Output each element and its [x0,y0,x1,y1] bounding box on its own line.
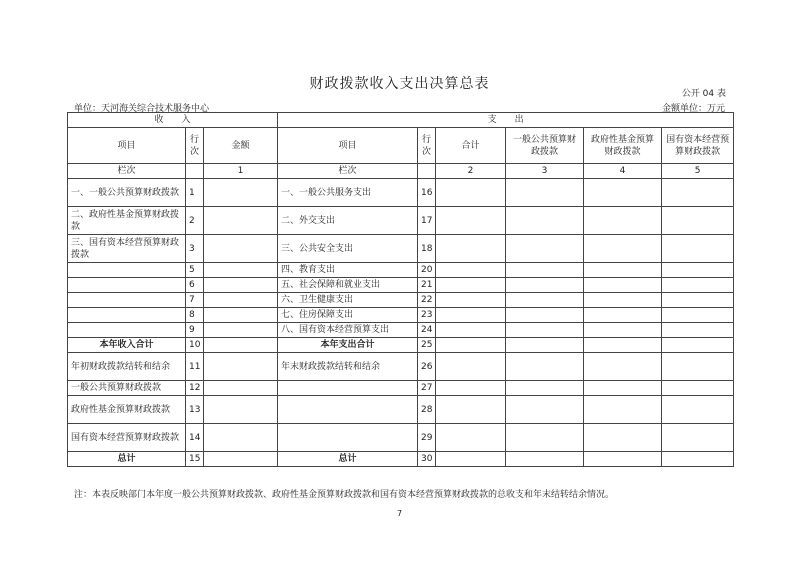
income-amount [204,452,278,467]
expense-total [436,278,506,293]
expense-gov-fund [584,207,662,235]
expense-state-capital [662,381,734,396]
column-no-label: 栏次 [68,164,186,179]
income-row-no: 10 [186,338,204,353]
unit-label: 单位：天河海关综合技术服务中心 [74,104,210,114]
expense-row-no: 22 [418,293,436,308]
expense-item: 四、教育支出 [278,263,418,278]
page-title: 财政拨款收入支出决算总表 [309,76,490,92]
expense-general-budget [506,396,584,424]
expense-general-budget [506,424,584,452]
table-row [68,207,734,235]
expense-gov-fund [584,293,662,308]
expense-total [436,452,506,467]
income-item [68,278,186,293]
income-item [68,263,186,278]
col-header-row-no: 行次 [418,128,436,164]
col-header-total: 合计 [436,128,506,164]
expense-state-capital [662,179,734,207]
income-row-no: 6 [186,278,204,293]
table-row [68,338,734,353]
footnote: 注：本表反映部门本年度一般公共预算财政拨款、政府性基金预算财政拨款和国有资本经营预算财政拨款的总收支和年末结转结余情况。 [74,490,615,500]
expense-state-capital [662,338,734,353]
expense-gov-fund [584,263,662,278]
expense-general-budget [506,452,584,467]
expense-general-budget [506,263,584,278]
expense-item: 八、国有资本经营预算支出 [278,323,418,338]
income-item: 一般公共预算财政拨款 [68,381,186,396]
expense-gov-fund [584,338,662,353]
col-header-row-no: 行次 [186,128,204,164]
income-amount [204,338,278,353]
income-item: 年初财政拨款结转和结余 [68,353,186,381]
expense-state-capital [662,235,734,263]
expense-gov-fund [584,308,662,323]
income-row-no: 11 [186,353,204,381]
page-number: 7 [396,509,403,518]
expense-item [278,381,418,396]
expense-row-no: 21 [418,278,436,293]
expense-total [436,338,506,353]
expense-gov-fund [584,396,662,424]
income-amount [204,396,278,424]
col-header-item: 项目 [68,128,186,164]
income-item [68,293,186,308]
income-row-no: 12 [186,381,204,396]
table-row [68,353,734,381]
expense-gov-fund [584,323,662,338]
income-amount [204,263,278,278]
table-row [68,235,734,263]
income-amount [204,207,278,235]
expense-row-no: 18 [418,235,436,263]
income-amount [204,235,278,263]
expense-row-no: 27 [418,381,436,396]
column-number: 4 [584,164,662,179]
expense-state-capital [662,263,734,278]
expense-total [436,263,506,278]
expense-row-no: 28 [418,396,436,424]
expense-general-budget [506,293,584,308]
budget-table [67,112,734,467]
expense-state-capital [662,353,734,381]
expense-item: 本年支出合计 [278,338,418,353]
income-item: 国有资本经营预算财政拨款 [68,424,186,452]
empty-cell [418,164,436,179]
form-number: 公开 04 表 [681,89,726,99]
expense-general-budget [506,338,584,353]
expense-total [436,293,506,308]
income-item: 总计 [68,452,186,467]
expense-item: 六、卫生健康支出 [278,293,418,308]
expense-header: 支 出 [278,113,734,128]
col-header-item: 项目 [278,128,418,164]
expense-total [436,235,506,263]
expense-row-no: 26 [418,353,436,381]
expense-state-capital [662,323,734,338]
income-amount [204,179,278,207]
expense-row-no: 30 [418,452,436,467]
expense-item: 二、外交支出 [278,207,418,235]
expense-state-capital [662,293,734,308]
expense-general-budget [506,179,584,207]
income-amount [204,278,278,293]
table-row [68,323,734,338]
expense-general-budget [506,235,584,263]
expense-state-capital [662,207,734,235]
currency-label: 金额单位：万元 [661,104,725,114]
income-item: 一、一般公共预算财政拨款 [68,179,186,207]
expense-general-budget [506,278,584,293]
expense-total [436,308,506,323]
income-amount [204,424,278,452]
expense-item [278,424,418,452]
col-header-gov-fund: 政府性基金预算财政拨款 [584,128,662,164]
income-row-no: 15 [186,452,204,467]
expense-item: 五、社会保障和就业支出 [278,278,418,293]
income-item: 本年收入合计 [68,338,186,353]
income-amount [204,353,278,381]
column-number: 2 [436,164,506,179]
expense-gov-fund [584,278,662,293]
income-row-no: 3 [186,235,204,263]
expense-gov-fund [584,452,662,467]
expense-gov-fund [584,179,662,207]
table-row [68,308,734,323]
expense-state-capital [662,308,734,323]
income-row-no: 1 [186,179,204,207]
table-row [68,263,734,278]
table-row [68,293,734,308]
table-row [68,396,734,424]
income-row-no: 13 [186,396,204,424]
income-amount [204,323,278,338]
income-item [68,308,186,323]
expense-gov-fund [584,424,662,452]
table-row [68,278,734,293]
expense-item: 七、住房保障支出 [278,308,418,323]
expense-general-budget [506,353,584,381]
income-row-no: 7 [186,293,204,308]
income-header: 收 入 [68,113,278,128]
income-item [68,323,186,338]
col-header-amount: 金额 [204,128,278,164]
expense-row-no: 25 [418,338,436,353]
expense-row-no: 16 [418,179,436,207]
expense-row-no: 24 [418,323,436,338]
income-row-no: 8 [186,308,204,323]
expense-gov-fund [584,235,662,263]
expense-total [436,381,506,396]
col-header-state-capital: 国有资本经营预算财政拨款 [662,128,734,164]
table-row [68,452,734,467]
income-item: 二、政府性基金预算财政拨款 [68,207,186,235]
income-amount [204,381,278,396]
expense-gov-fund [584,381,662,396]
expense-total [436,207,506,235]
expense-item [278,396,418,424]
income-amount [204,293,278,308]
expense-general-budget [506,381,584,396]
expense-state-capital [662,396,734,424]
expense-total [436,424,506,452]
table-row [68,424,734,452]
expense-state-capital [662,278,734,293]
column-number: 5 [662,164,734,179]
expense-state-capital [662,452,734,467]
col-header-general-budget: 一般公共预算财政拨款 [506,128,584,164]
income-row-no: 2 [186,207,204,235]
column-number: 1 [204,164,278,179]
table-row [68,381,734,396]
column-number: 3 [506,164,584,179]
expense-total [436,353,506,381]
expense-item: 总计 [278,452,418,467]
expense-total [436,179,506,207]
expense-item: 一、一般公共服务支出 [278,179,418,207]
income-row-no: 5 [186,263,204,278]
table-row [68,179,734,207]
expense-item: 三、公共安全支出 [278,235,418,263]
expense-general-budget [506,308,584,323]
income-item: 三、国有资本经营预算财政拨款 [68,235,186,263]
expense-gov-fund [584,353,662,381]
expense-row-no: 23 [418,308,436,323]
expense-row-no: 29 [418,424,436,452]
expense-total [436,396,506,424]
expense-total [436,323,506,338]
empty-cell [186,164,204,179]
expense-general-budget [506,207,584,235]
income-item: 政府性基金预算财政拨款 [68,396,186,424]
expense-item: 年末财政拨款结转和结余 [278,353,418,381]
income-amount [204,308,278,323]
expense-general-budget [506,323,584,338]
expense-row-no: 17 [418,207,436,235]
income-row-no: 14 [186,424,204,452]
column-no-label: 栏次 [278,164,418,179]
expense-row-no: 20 [418,263,436,278]
expense-state-capital [662,424,734,452]
income-row-no: 9 [186,323,204,338]
